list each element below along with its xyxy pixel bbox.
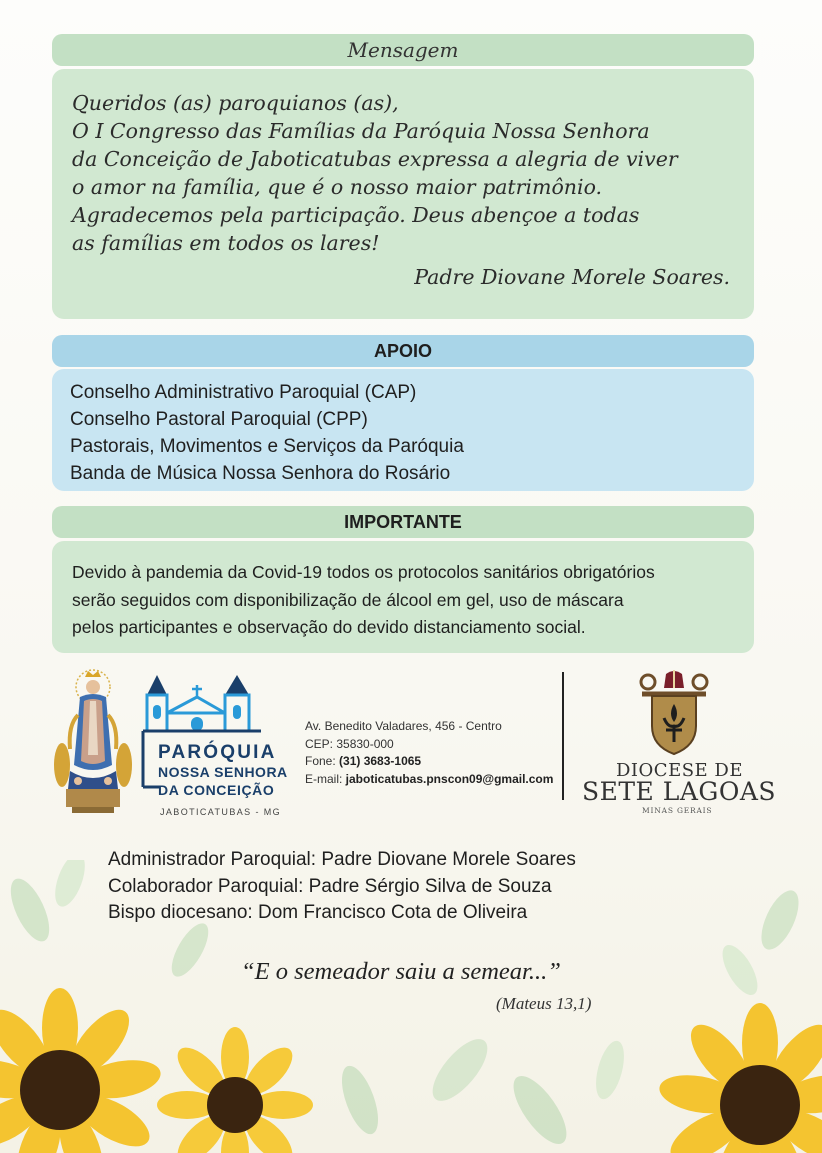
contact-email: jaboticatubas.pnscon09@gmail.com xyxy=(345,771,554,786)
contact-block xyxy=(305,718,553,788)
apoio-item: Banda de Música Nossa Senhora do Rosário xyxy=(70,463,451,484)
mensagem-line: as famílias em todos os lares! xyxy=(72,231,380,255)
contact-email-label: E-mail: xyxy=(305,771,346,786)
bible-quote: “E o semeador saiu a semear...” xyxy=(241,958,561,985)
apoio-item: Conselho Administrativo Paroquial (CAP) xyxy=(70,382,417,403)
parish-name-line-2: NOSSA SENHORA xyxy=(158,764,288,780)
mensagem-line: Queridos (as) paroquianos (as), xyxy=(72,91,399,115)
apoio-panel xyxy=(52,369,754,491)
mensagem-line: Agradecemos pela participação. Deus abençoe a todas xyxy=(72,203,640,227)
contact-phone: (31) 3683-1065 xyxy=(339,754,422,768)
diocese-line-3: MINAS GERAIS xyxy=(642,806,713,815)
logo-divider xyxy=(562,672,564,800)
staff-item: Bispo diocesano: Dom Francisco Cota de Oliveira xyxy=(108,902,528,923)
staff-item: Colaborador Paroquial: Padre Sérgio Silva de Souza xyxy=(108,875,552,897)
mensagem-title: Mensagem xyxy=(347,38,459,62)
importante-line: serão seguidos com disponibilização de álcool em gel, uso de máscara xyxy=(72,589,624,610)
mensagem-line: o amor na família, que é o nosso maior patrimônio. xyxy=(72,175,603,199)
mensagem-panel xyxy=(52,69,754,319)
importante-panel xyxy=(52,541,754,653)
apoio-header xyxy=(52,335,754,367)
contact-phone-label: Fone: xyxy=(305,754,340,768)
mensagem-line: da Conceição de Jaboticatubas expressa a alegria de viver xyxy=(72,147,678,171)
diocese-coat-of-arms-logo xyxy=(636,670,712,760)
diocese-line-2: SETE LAGOAS xyxy=(582,777,777,806)
parish-name-line-1: PARÓQUIA xyxy=(158,742,277,763)
importante-title: IMPORTANTE xyxy=(344,512,462,532)
apoio-item: Conselho Pastoral Paroquial (CPP) xyxy=(70,409,368,430)
contact-cep: CEP: 35830-000 xyxy=(305,736,394,751)
virgin-statue-image xyxy=(50,665,136,815)
mensagem-header xyxy=(52,34,754,66)
importante-line: pelos participantes e observação do devido distanciamento social. xyxy=(72,617,586,637)
importante-header xyxy=(52,506,754,538)
parish-name-line-3: DA CONCEIÇÃO xyxy=(158,782,275,798)
mensagem-signature: Padre Diovane Morele Soares. xyxy=(414,265,730,289)
mensagem-line: O I Congresso das Famílias da Paróquia Nossa Senhora xyxy=(72,119,650,143)
bible-quote-reference: (Mateus 13,1) xyxy=(496,994,592,1013)
staff-list xyxy=(108,847,576,927)
contact-email-row xyxy=(305,771,553,789)
importante-line: Devido à pandemia da Covid-19 todos os protocolos sanitários obrigatórios xyxy=(72,562,655,582)
staff-item: Administrador Paroquial: Padre Diovane Morele Soares xyxy=(108,849,576,870)
apoio-item: Pastorais, Movimentos e Serviços da Paróquia xyxy=(70,436,464,457)
contact-phone-row xyxy=(305,753,553,771)
parish-city: JABOTICATUBAS - MG xyxy=(160,807,282,817)
apoio-title: APOIO xyxy=(373,341,432,361)
contact-address: Av. Benedito Valadares, 456 - Centro xyxy=(305,719,502,733)
diocese-line-1: DIOCESE DE xyxy=(616,760,743,781)
